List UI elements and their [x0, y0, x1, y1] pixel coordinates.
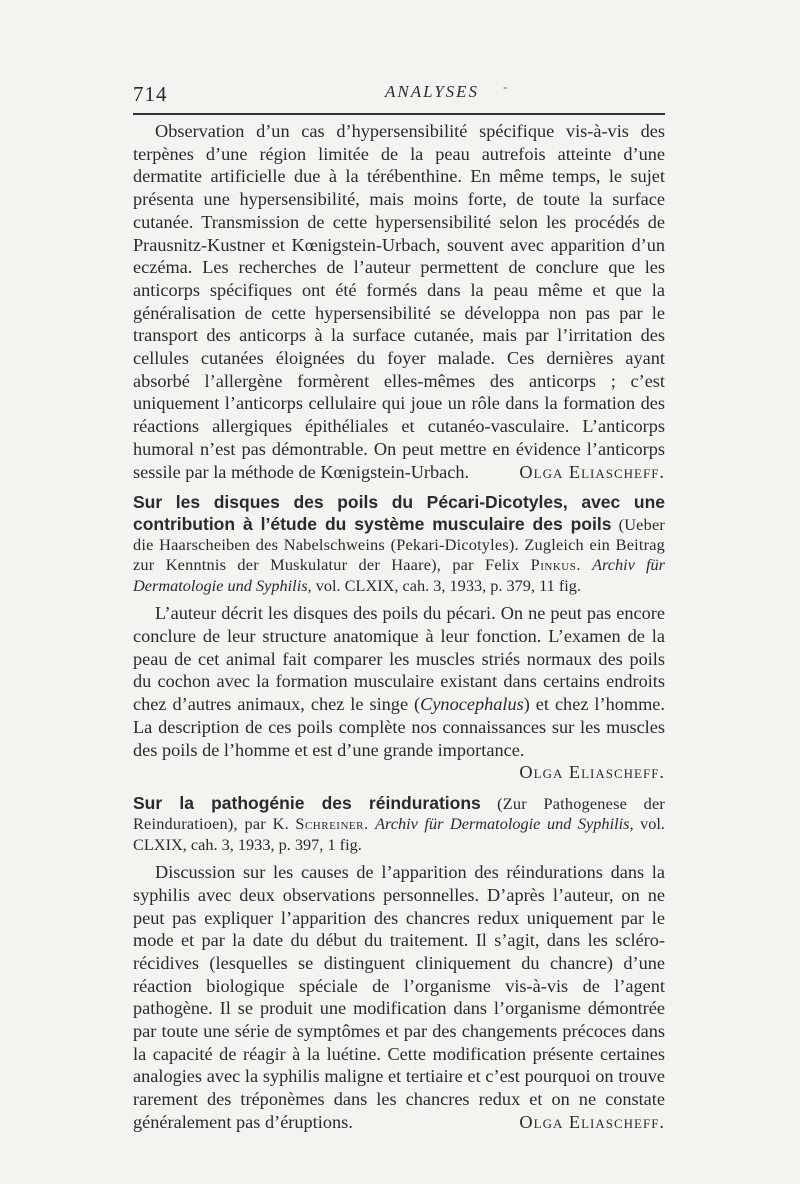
running-title: ANALYSES	[385, 82, 480, 101]
abstract-paragraph-2	[133, 602, 665, 761]
page-number: 714	[133, 82, 168, 106]
abstract-text-3: Discussion sur les causes de l’apparition des réindurations dans la syphilis avec deux observations personnelles. D’après l’auteur, on ne peut pas expliquer l’apparition des chancres redux uniquement par le mode et par la date du début du traitement. Il s’agit, dans les scléro-récidives (lesquelles se distinguent cliniquement du chancre) d’une réaction biologique spéciale de l’organisme vis-à-vis de l’agent pathogène. Il se produit une modification dans l’organisme démontrée par toute une série de symptômes et par des changements précoces dans la capacité de réagir à la luétine. Cette modification présente certaines analogies avec la syphilis maligne et tertiaire et c’est pourquoi on trouve rarement des tréponèmes dans les chancres redux et on ne constate généralement pas d’éruptions.	[133, 862, 665, 1132]
signature-3: Olga Eliascheff.	[519, 1111, 665, 1132]
abstract-text-1: Observation d’un cas d’hypersensibilité spécifique vis-à-vis des terpènes d’une région limitée de la peau autrefois atteinte d’une dermatite artificielle due à la térébenthine. En même temps, le sujet présenta une hypersensibilité, mais moins forte, de toute la surface cutanée. Transmission de cette hypersensibilité selon les procédés de Prausnitz-Kustner et Kœnigstein-Urbach, souvent avec apparition d’un eczéma. Les recherches de l’auteur permettent de conclure que les anticorps spécifiques ont été formés dans la peau même et que la généralisation de cette hypersensibilité se développa non pas par le transport des anticorps à la surface cutanée, mais par l’irritation des cellules cutanées éloignées du foyer malade. Ces dernières ayant absorbé l’allergène formèrent elles-mêmes des anticorps ; c’est uniquement l’anticorps cellulaire qui joue un rôle dans la formation des réactions allergiques épithéliales et cutanéo-vasculaire. L’anticorps humoral n’est pas démontrable. On peut mettre en évidence l’anticorps sessile par la méthode de Kœnigstein-Urbach.	[133, 121, 665, 482]
article-ref-tail-2: vol. CLXIX, cah. 3, 1933, p. 379, 11 fig.	[315, 575, 581, 595]
abstract-text-2: L’auteur décrit les disques des poils du pécari. On ne peut pas encore conclure de leur structure anatomique à leur fonction. L’examen de la peau de cet animal fait comparer les muscles striés normaux des poils du cochon avec la formation musculaire existant dans certains endroits chez d’autres animaux, chez le singe (	[133, 603, 665, 715]
signature-2: Olga Eliascheff.	[519, 762, 665, 783]
article-journal-2: Archiv für Dermatologie und Syphilis,	[133, 555, 665, 595]
article-author-3: Schreiner.	[295, 814, 369, 834]
abstract-paragraph-3	[133, 861, 665, 1133]
signature-1: Olga Eliascheff.	[519, 461, 665, 482]
article-journal-3: Archiv für Dermatologie und Syphilis,	[375, 814, 634, 834]
article-heading-2	[133, 492, 665, 596]
article-author-2: Pinkus.	[530, 555, 581, 575]
article-ref-2: (Ueber die Haarscheiben des Nabelschweins (Pekari-Dicotyles). Zugleich ein Beitrag zur Kenntnis der Muskulatur der Haare), par Felix	[133, 514, 665, 575]
article-heading-3	[133, 793, 665, 855]
article-ref-tail-3: vol. CLXIX, cah. 3, 1933, p. 397, 1 fig.	[133, 814, 665, 854]
page-body	[133, 120, 665, 1134]
spacer	[133, 784, 665, 793]
header-rule	[133, 113, 665, 115]
abstract-paragraph-1	[133, 120, 665, 483]
article-ref-3: (Zur Pathogenese der Reinduratioen), par K.	[133, 793, 665, 834]
abstract-text-2-end: ) et chez l’homme. La description de ces poils complète nos connaissances sur les muscles des poils de l’homme et est d’une grande importance.	[133, 694, 665, 760]
article-title-2: Sur les disques des poils du Pécari-Dicotyles, avec une contribution à l’étude du système musculaire des poils	[133, 492, 665, 534]
species-name: Cynocephalus	[420, 694, 524, 715]
spacer	[133, 483, 665, 492]
header-mark: -	[503, 80, 508, 95]
running-header	[133, 76, 665, 106]
article-title-3: Sur la pathogénie des réindurations	[133, 792, 481, 813]
